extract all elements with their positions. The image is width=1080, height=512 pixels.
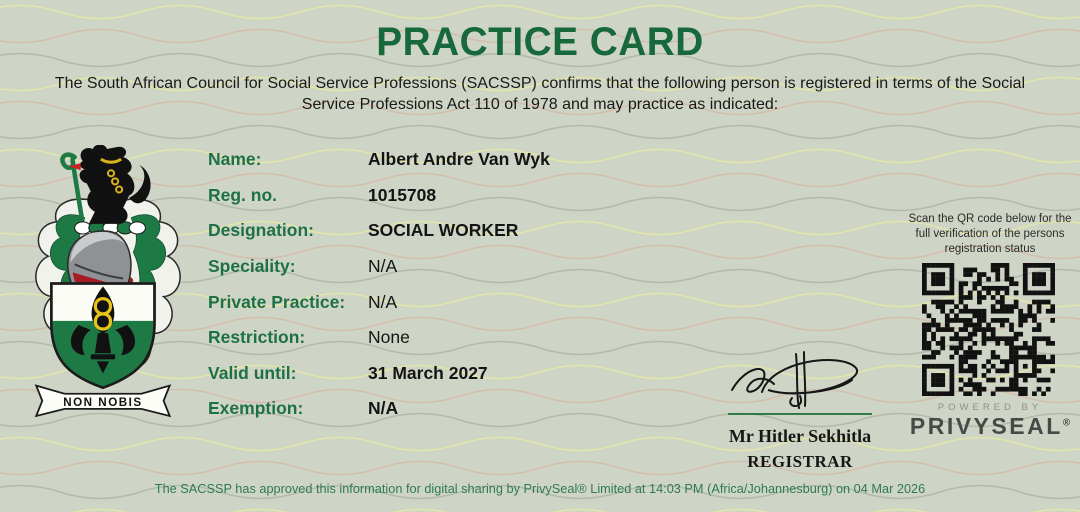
powered-by-label: POWERED BY bbox=[937, 402, 1043, 413]
field-label: Exemption: bbox=[208, 398, 304, 419]
page-title: PRACTICE CARD bbox=[376, 20, 704, 64]
field-label: Speciality: bbox=[208, 256, 296, 277]
field-label: Valid until: bbox=[208, 362, 297, 383]
field-value: N/A bbox=[368, 398, 399, 419]
field-label: Restriction: bbox=[208, 327, 306, 348]
field-value: Albert Andre Van Wyk bbox=[368, 149, 550, 170]
sacssp-crest-logo bbox=[24, 145, 192, 418]
field-row bbox=[208, 284, 688, 320]
field-value: None bbox=[368, 327, 410, 348]
registrar-title: REGISTRAR bbox=[747, 452, 853, 471]
field-label: Name: bbox=[208, 149, 262, 170]
signature-image bbox=[722, 350, 878, 412]
field-row bbox=[208, 213, 688, 249]
field-row bbox=[208, 142, 688, 178]
privyseal-brand-text: PRIVYSEAL bbox=[909, 413, 1063, 439]
field-value: 1015708 bbox=[368, 184, 437, 205]
signature-line bbox=[728, 413, 872, 415]
field-row bbox=[208, 249, 688, 285]
field-row bbox=[208, 320, 688, 356]
registered-mark: ® bbox=[1062, 417, 1071, 429]
subtitle: The South African Council for Social Service Professions (SACSSP) confirms that the following person is registered in terms of the Social Service Professions Act 110 of 1978 and may practice as indicated: bbox=[54, 75, 1026, 113]
privyseal-brand bbox=[890, 413, 1080, 440]
field-label: Private Practice: bbox=[208, 291, 346, 312]
field-row bbox=[208, 178, 688, 214]
qr-instruction: Scan the QR code below for the full verification of the persons registration status bbox=[908, 213, 1072, 255]
field-value: 31 March 2027 bbox=[368, 362, 488, 383]
qr-code bbox=[922, 263, 1055, 396]
field-value: N/A bbox=[368, 291, 398, 312]
field-label: Designation: bbox=[208, 220, 314, 241]
registrar-name: Mr Hitler Sekhitla bbox=[728, 426, 872, 446]
field-row bbox=[208, 391, 688, 427]
field-value: SOCIAL WORKER bbox=[368, 220, 519, 241]
field-value: N/A bbox=[368, 256, 398, 277]
field-label: Reg. no. bbox=[208, 184, 278, 205]
crest-motto: NON NOBIS bbox=[63, 395, 143, 409]
field-row bbox=[208, 356, 688, 392]
fields-table bbox=[208, 142, 688, 427]
footer-note: The SACSSP has approved this information for digital sharing by PrivySeal® Limited at 14:03 PM (Africa/Johannesburg) on 04 Mar 2026 bbox=[154, 481, 926, 496]
